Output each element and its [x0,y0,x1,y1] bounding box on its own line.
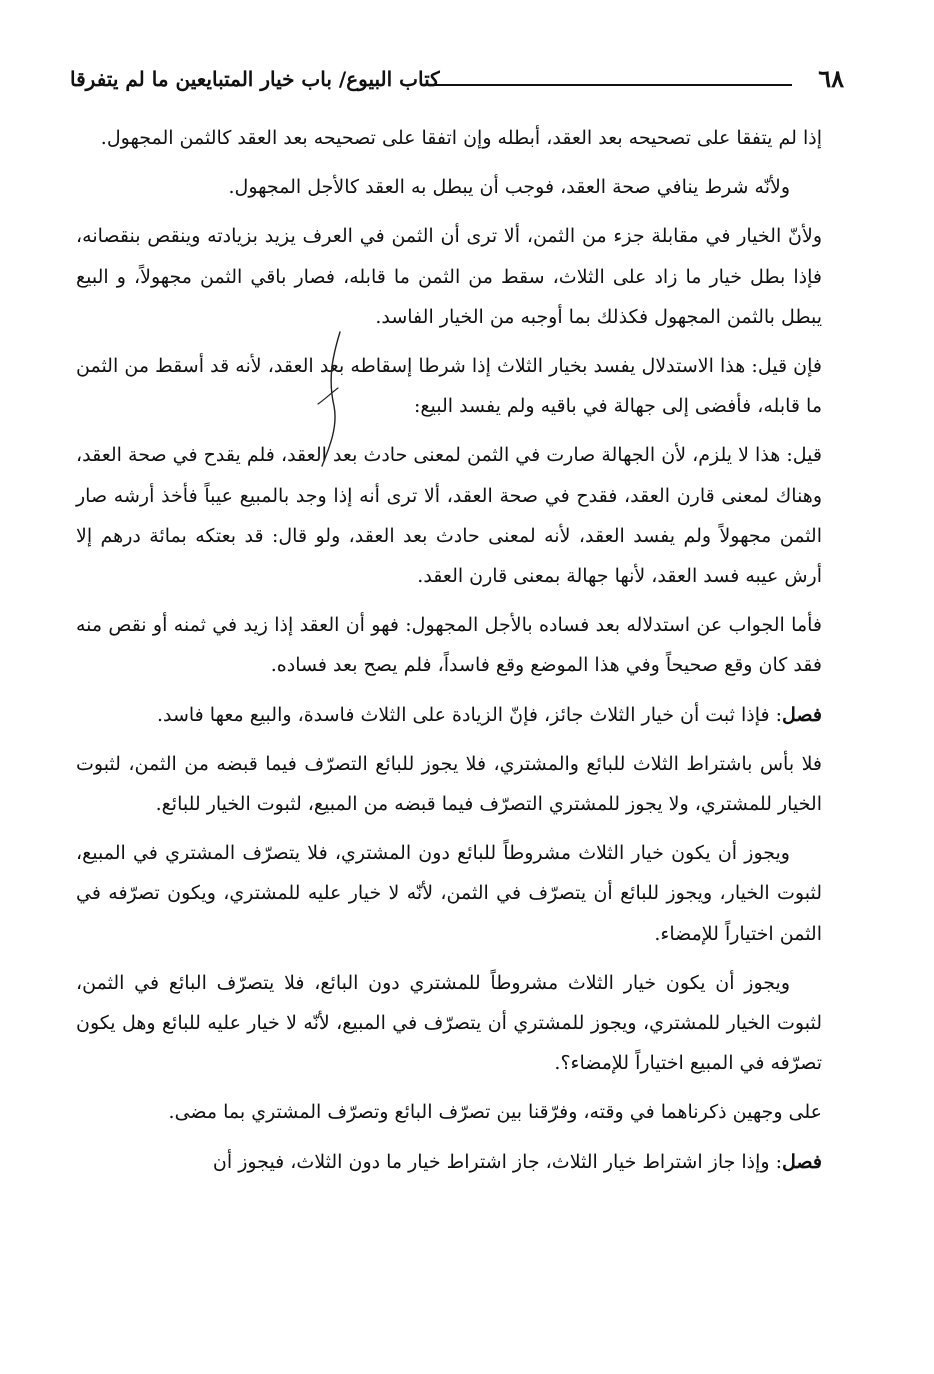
paragraph [76,744,822,824]
paragraph [76,118,822,158]
paragraph-text: على وجهين ذكرناهما في وقته، وفرّقنا بين تصرّف البائع وتصرّف المشتري بما مضى. [168,1101,822,1124]
page-number: ٦٨ [818,64,844,93]
paragraph-text: فأما الجواب عن استدلاله بعد فساده بالأجل المجهول: فهو أن العقد إذا زيد في ثمنه أو نقص منه فقد كان وقع صحيحاً وفي هذا الموضع وقع فاسداً، فلم يصح بعد فساده. [76,614,822,677]
paragraph [76,346,822,426]
paragraph-text: إذا لم يتفقا على تصحيحه بعد العقد، أبطله وإن اتفقا على تصحيحه بعد العقد كالثمن المجهول. [100,127,822,149]
section-term: فصل [782,1150,822,1173]
paragraph [76,833,822,954]
section-paragraph [76,695,822,735]
section-paragraph [76,1142,822,1182]
paragraph [76,435,822,596]
running-title: كتاب البيوع/ باب خيار المتبايعين ما لم يتفرقا [70,67,440,91]
body-text [76,118,822,1191]
paragraph-text: : فإذا ثبت أن خيار الثلاث جائز، فإنّ الزيادة على الثلاث فاسدة، والبيع معها فاسد. [156,703,783,726]
paragraph [76,167,822,207]
paragraph [76,216,822,337]
paragraph [76,963,822,1084]
paragraph-text: ولأنّ الخيار في مقابلة جزء من الثمن، ألا ترى أن الثمن في العرف يزيد بزيادته وينقص بنقصانه، فإذا بطل خيار ما زاد على الثلاث، سقط من الثمن ما قابله، فصار باقي الثمن مجهولاً، و البيع يبطل بالثمن المجهول فكذلك بما أوجبه من الخيار الفاسد. [76,225,822,328]
header-rule [432,84,792,86]
paragraph-text: ويجوز أن يكون خيار الثلاث مشروطاً للبائع دون المشتري، فلا يتصرّف المشتري في المبيع، لثبوت الخيار، ويجوز للبائع أن يتصرّف في الثمن، لأنّه لا خيار عليه للمشتري، ويكون تصرّفه في الثمن اختياراً للإمضاء. [76,842,822,945]
paragraph-text: فلا بأس باشتراط الثلاث للبائع والمشتري، فلا يجوز للبائع التصرّف فيما قبضه من الثمن، لثبوت الخيار للمشتري، ولا يجوز للمشتري التصرّف فيما قبضه من المبيع، لثبوت الخيار للبائع. [76,752,822,816]
paragraph-text: : وإذا جاز اشتراط خيار الثلاث، جاز اشتراط خيار ما دون الثلاث، فيجوز أن [212,1150,783,1173]
paragraph-text: فإن قيل: هذا الاستدلال يفسد بخيار الثلاث إذا شرطا إسقاطه بعد العقد، لأنه قد أسقط من الثمن ما قابله، فأفضى إلى جهالة في باقيه ولم يفسد البيع: [76,355,822,418]
page-header [70,62,844,96]
paragraph [76,1092,822,1132]
paragraph-text: ولأنّه شرط ينافي صحة العقد، فوجب أن يبطل به العقد كالأجل المجهول. [228,176,790,199]
section-term: فصل [782,703,822,726]
paragraph-text: قيل: هذا لا يلزم، لأن الجهالة صارت في الثمن لمعنى حادث بعد العقد، فلم يقدح في صحة العقد، وهناك لمعنى قارن العقد، فقدح في صحة العقد، ألا ترى أنه إذا وجد بالمبيع عيباً فأخذ أرشه صار الثمن مجهولاً ولم يفسد العقد، لأنه لمعنى حادث بعد العقد، ولو قال: قد بعتكه بمائة درهم إلا أرش عيبه فسد العقد، لأنها جهالة بمعنى قارن العقد. [76,444,822,588]
paragraph [76,605,822,685]
paragraph-text: ويجوز أن يكون خيار الثلاث مشروطاً للمشتري دون البائع، فلا يتصرّف البائع في الثمن، لثبوت الخيار للمشتري، ويجوز للمشتري أن يتصرّف في المبيع، لأنّه لا خيار عليه للبائع وهل يكون تصرّفه في المبيع اختياراً للإمضاء؟. [76,971,822,1075]
